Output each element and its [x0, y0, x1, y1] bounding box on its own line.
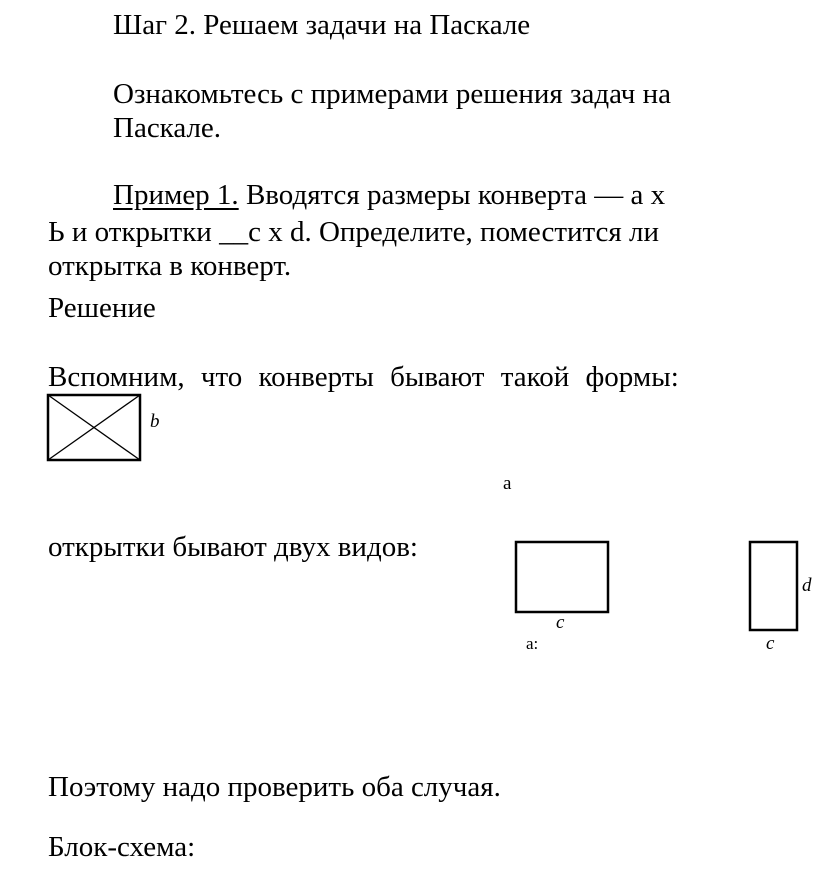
envelope-side-label: b [150, 411, 160, 432]
card-portrait-side-label: d [802, 575, 812, 596]
solution-heading: Решение [48, 292, 156, 324]
example-line-2: Ь и открытки __c x d. Определите, поместится ли [48, 216, 660, 248]
example-line-3: открытка в конверт. [48, 250, 292, 282]
page-title: Шаг 2. Решаем задачи на Паскале [113, 9, 531, 41]
card-landscape-figure [516, 542, 608, 612]
flowchart-heading: Блок-схема: [48, 831, 196, 863]
card-landscape-side-label: a: [526, 634, 539, 653]
example-text-1: Вводятся размеры конверта — a x [238, 179, 666, 211]
conclusion-text: Поэтому надо проверить оба случая. [48, 771, 501, 803]
cards-text: открытки бывают двух видов: [48, 531, 418, 563]
card-landscape-bottom-label: c [556, 612, 565, 633]
example-label: Пример 1. [113, 179, 239, 211]
envelope-text: Вспомним, что конверты бывают такой формы: [48, 361, 679, 393]
card-portrait-bottom-label: c [766, 633, 775, 654]
intro-line-2: Паскале. [113, 112, 222, 144]
envelope-figure [48, 395, 140, 460]
envelope-bottom-label: a [503, 473, 512, 494]
intro-line-1: Ознакомьтесь с примерами решения задач на [113, 78, 672, 110]
card-portrait-figure [750, 542, 797, 630]
